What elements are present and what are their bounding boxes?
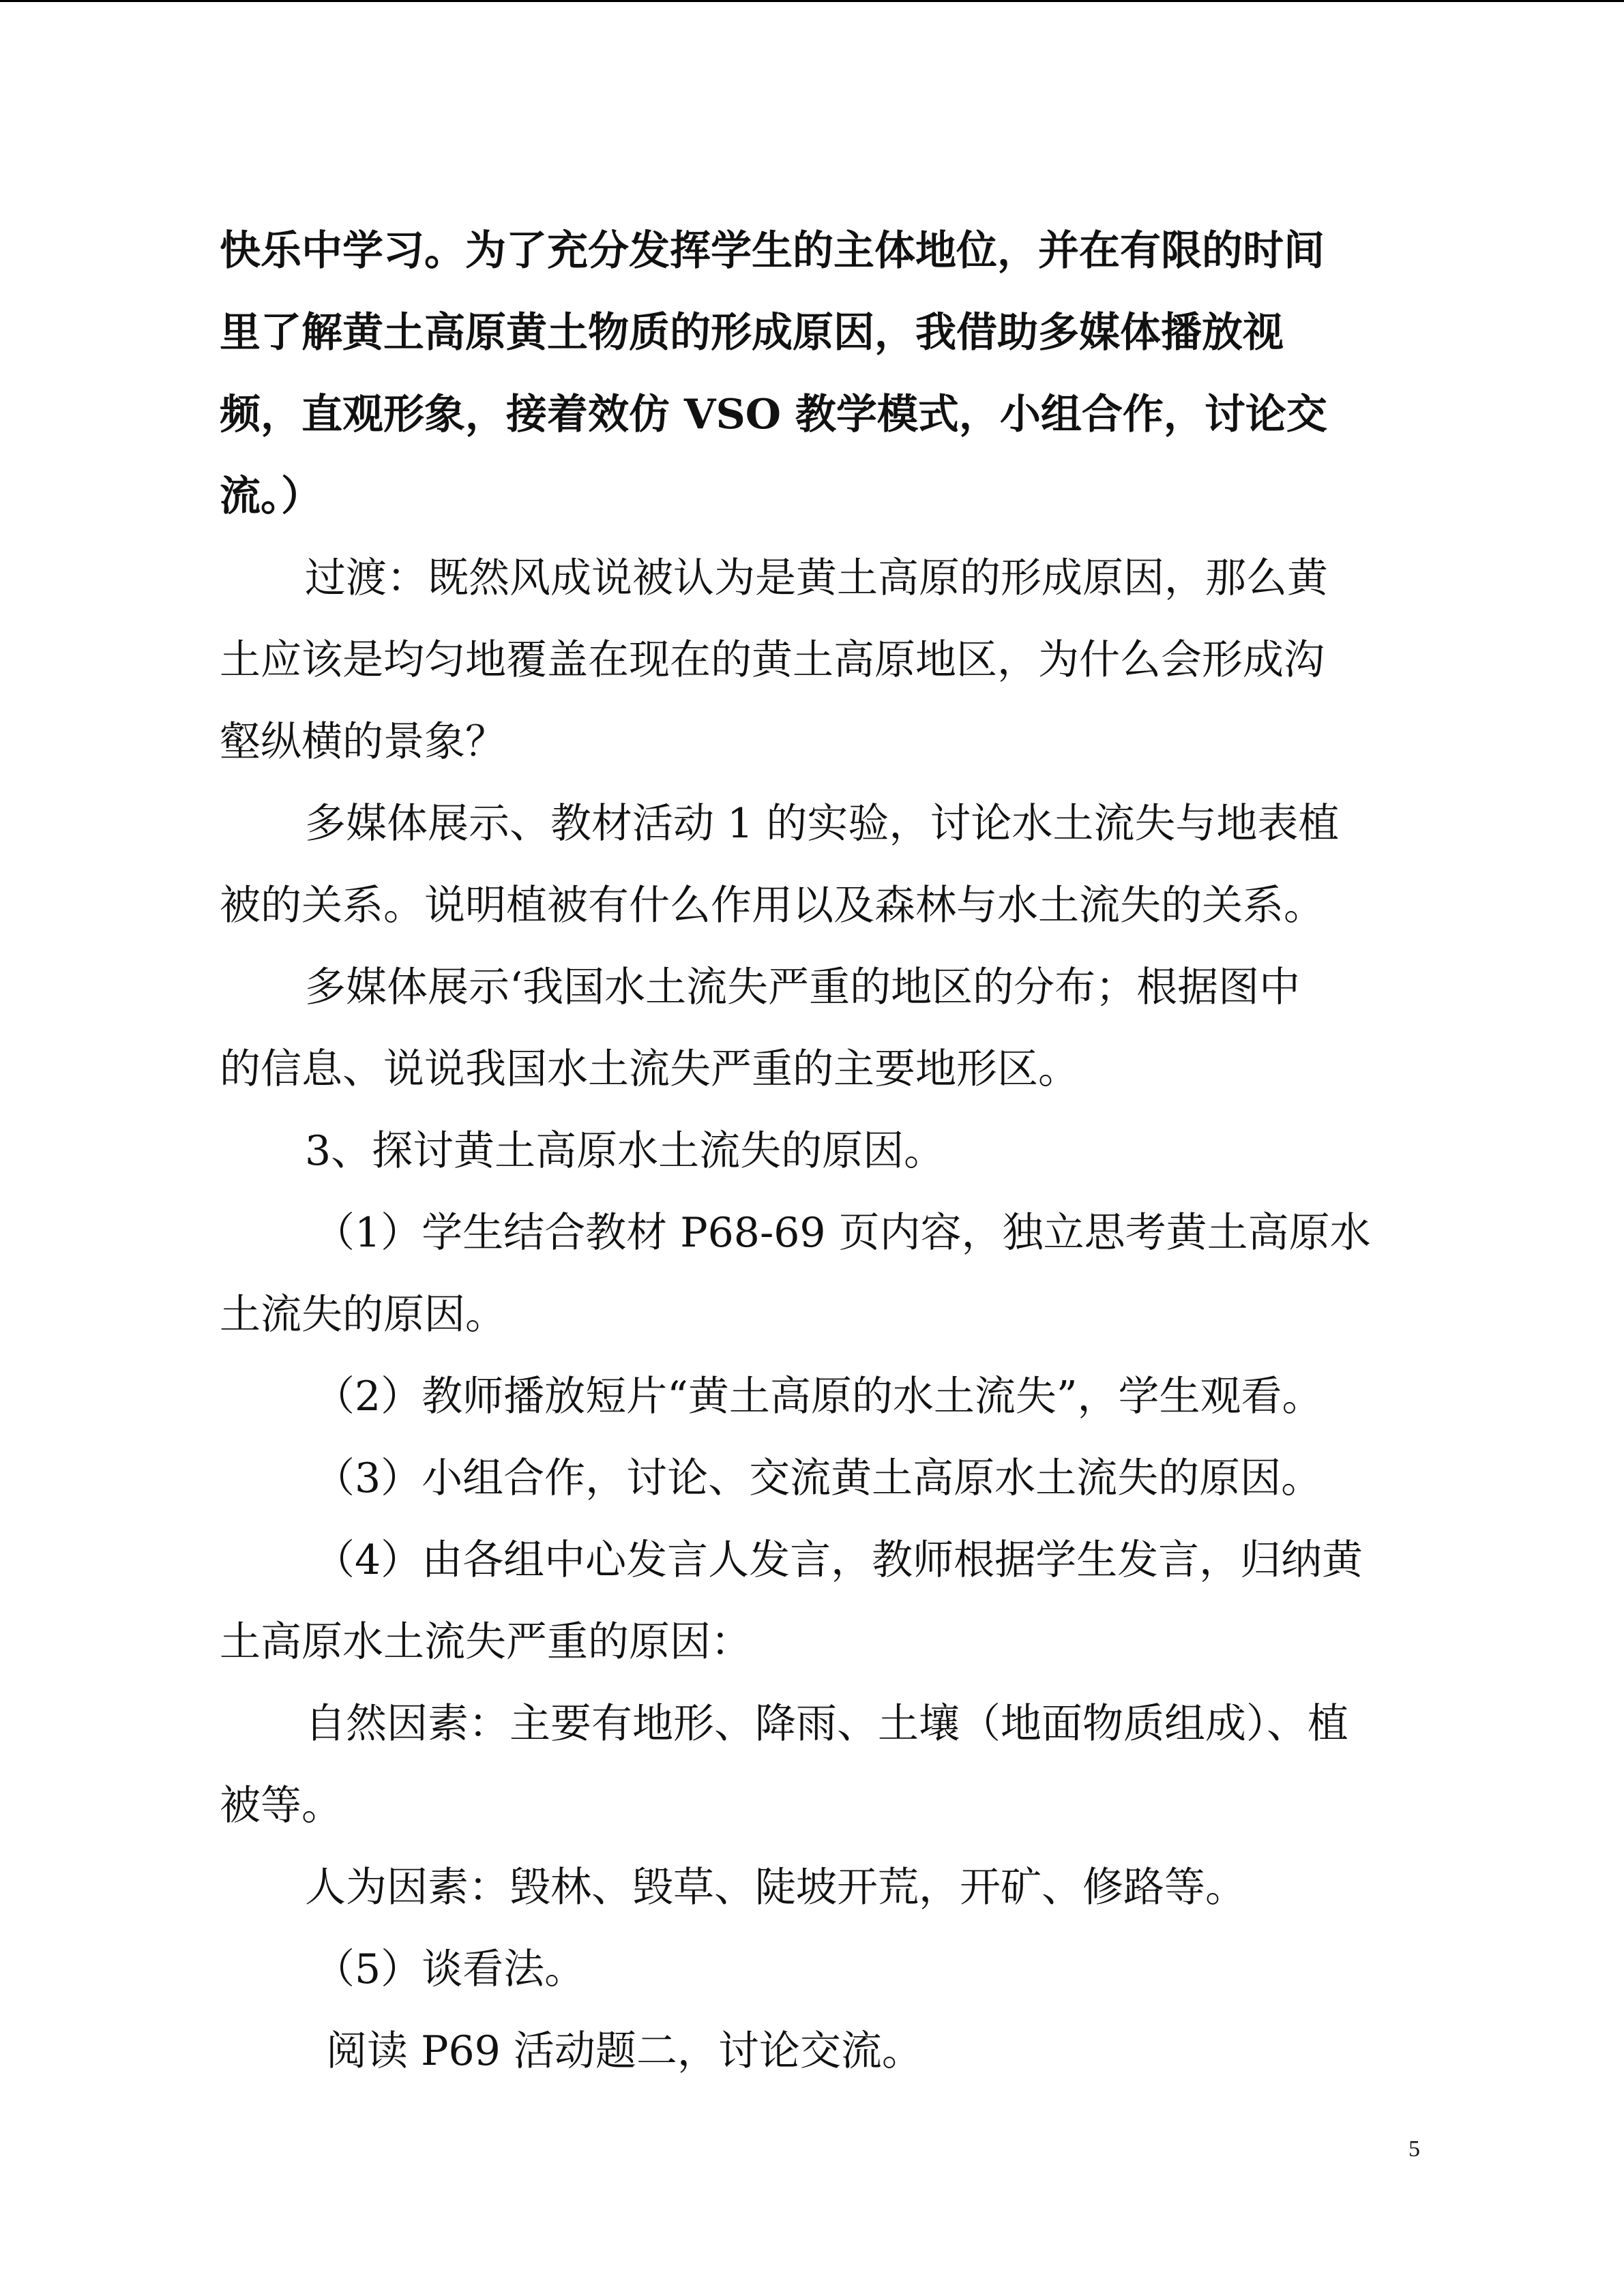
text-line xyxy=(0,619,1624,701)
text-line xyxy=(0,1437,1624,1519)
text-line xyxy=(0,1683,1624,1765)
text-line xyxy=(0,456,1624,537)
text-line xyxy=(0,1928,1624,2010)
line-text: 土高原水土流失严重的原因： xyxy=(220,1618,752,1666)
text-line xyxy=(0,865,1624,946)
text-line xyxy=(0,1519,1624,1601)
line-text: 里了解黄土高原黄土物质的形成原因，我借助多媒体播放视 xyxy=(220,309,1284,357)
line-text: 土流失的原因。 xyxy=(220,1291,506,1339)
line-text: 阅读 P69 活动题二，讨论交流。 xyxy=(326,2027,923,2075)
text-line xyxy=(0,1110,1624,1192)
text-line xyxy=(0,537,1624,619)
line-text: （1）学生结合教材 P68-69 页内容，独立思考黄土高原水 xyxy=(314,1209,1371,1257)
text-line xyxy=(0,2010,1624,2092)
line-text: 多媒体展示‘我国水土流失严重的地区的分布；根据图中 xyxy=(305,964,1301,1011)
text-line xyxy=(0,374,1624,456)
line-text: （4）由各组中心发言人发言，教师根据学生发言，归纳黄 xyxy=(314,1536,1363,1584)
line-text: （2）教师播放短片“黄土高原的水土流失”，学生观看。 xyxy=(314,1373,1323,1420)
page-number: 5 xyxy=(1408,2136,1420,2162)
line-text: 的信息、说说我国水土流失严重的主要地形区。 xyxy=(220,1045,1079,1093)
text-line xyxy=(0,210,1624,292)
text-line xyxy=(0,701,1624,783)
text-line xyxy=(0,946,1624,1028)
top-border xyxy=(0,0,1624,2)
text-line xyxy=(0,783,1624,865)
text-line xyxy=(0,1028,1624,1110)
line-text: 流。） xyxy=(220,473,322,520)
line-text: 壑纵横的景象？ xyxy=(220,718,506,766)
line-text: 频，直观形象，接着效仿 VSO 教学模式，小组合作，讨论交 xyxy=(220,391,1327,438)
line-text: 过渡：既然风成说被认为是黄土高原的形成原因，那么黄 xyxy=(305,554,1328,602)
line-text: （3）小组合作，讨论、交流黄土高原水土流失的原因。 xyxy=(314,1455,1323,1502)
line-text: 3、探讨黄土高原水土流失的原因。 xyxy=(305,1127,945,1175)
text-line xyxy=(0,1847,1624,1928)
line-text: 多媒体展示、教材活动 1 的实验，讨论水土流失与地表植 xyxy=(305,800,1340,848)
line-text: 被等。 xyxy=(220,1782,342,1830)
line-text: 土应该是均匀地覆盖在现在的黄土高原地区，为什么会形成沟 xyxy=(220,636,1325,684)
text-line xyxy=(0,1601,1624,1683)
text-line xyxy=(0,1192,1624,1274)
text-line xyxy=(0,292,1624,374)
text-line xyxy=(0,1765,1624,1847)
line-text: （5）谈看法。 xyxy=(314,1945,586,1993)
line-text: 自然因素：主要有地形、降雨、土壤（地面物质组成）、植 xyxy=(305,1700,1348,1748)
line-text: 快乐中学习。为了充分发挥学生的主体地位，并在有限的时间 xyxy=(220,227,1325,275)
line-text: 人为因素：毁林、毁草、陡坡开荒，开矿、修路等。 xyxy=(305,1864,1246,1911)
line-text: 被的关系。说明植被有什么作用以及森林与水土流失的关系。 xyxy=(220,882,1325,929)
text-line xyxy=(0,1356,1624,1437)
text-line xyxy=(0,1274,1624,1356)
